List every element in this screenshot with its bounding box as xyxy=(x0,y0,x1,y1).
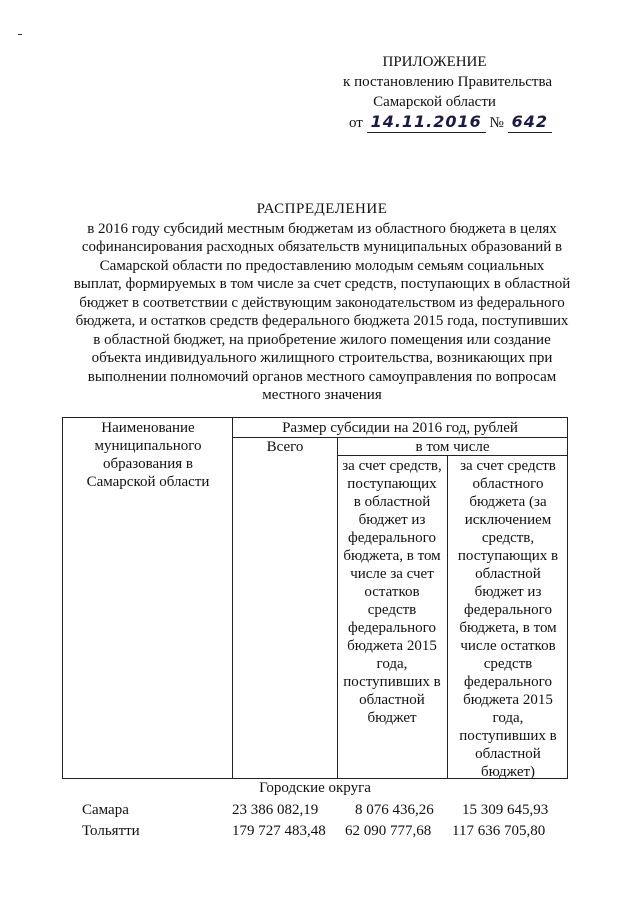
header-municipality: Наименование муниципального образования в Самарской области xyxy=(86,420,210,490)
row-regional: 117 636 705,80 xyxy=(452,823,546,839)
header-regional-funds: за счет средств областного бюджета (за исключением средств, поступающих в областной бюджет из федерального бюджета, в том числе остатков средств федерального бюджета 2015 года, поступивших в областной бюджет) xyxy=(457,458,559,780)
row-municipality: Самара xyxy=(82,802,129,818)
table-divider-sources xyxy=(447,455,448,778)
title-line: местного значения xyxy=(262,387,382,403)
row-total: 179 727 483,48 xyxy=(232,823,326,839)
handwritten-date: 14.11.2016 xyxy=(367,112,486,133)
header-total: Всего xyxy=(266,439,304,455)
appendix-header xyxy=(343,52,552,133)
title-line: в областной бюджет, на приобретение жилого помещения или создание xyxy=(93,331,551,348)
row-municipality: Тольятти xyxy=(82,823,140,839)
title-line: Самарской области по предоставлению молодым семьям социальных xyxy=(99,257,545,274)
number-prefix: № xyxy=(489,115,504,131)
table-border-right xyxy=(567,417,568,778)
row-total: 23 386 082,19 xyxy=(232,802,319,818)
row-federal: 8 076 436,26 xyxy=(355,802,434,818)
title-line: выполнении полномочий органов местного самоуправления по вопросам xyxy=(87,368,557,385)
header-including: в том числе xyxy=(415,439,490,455)
table-row xyxy=(82,802,562,822)
date-prefix: от xyxy=(348,115,363,131)
row-federal: 62 090 777,68 xyxy=(345,823,432,839)
section-city-districts: Городские округа xyxy=(259,780,371,796)
title-line: бюджет в соответствии с действующим законодательством из федерального xyxy=(79,294,565,311)
subsidy-table xyxy=(62,417,568,778)
title-line: софинансирования расходных обязательств муниципальных образований в xyxy=(81,239,563,255)
document-title xyxy=(64,200,580,405)
scan-mark xyxy=(18,34,22,35)
appendix-title: ПРИЛОЖЕНИЕ xyxy=(382,54,487,70)
title-heading: РАСПРЕДЕЛЕНИЕ xyxy=(256,201,388,217)
appendix-date-line xyxy=(343,112,552,133)
handwritten-number: 642 xyxy=(508,112,552,133)
table-row xyxy=(82,823,562,843)
table-border-top xyxy=(62,417,568,418)
table-border-left xyxy=(62,417,63,778)
table-divider-name xyxy=(232,417,233,778)
table-divider-total xyxy=(337,437,338,778)
title-line: в 2016 году субсидий местным бюджетам из областного бюджета в целях xyxy=(87,220,557,237)
title-line: выплат, формируемых в том числе за счет средств, поступающих в областной xyxy=(73,276,571,292)
title-line: объекта индивидуального жилищного строительства, возникающих при xyxy=(91,350,553,366)
title-line: бюджета, и остатков средств федерального бюджета 2015 года, поступивших xyxy=(75,313,569,329)
appendix-decree: к постановлению Правительства xyxy=(343,74,552,90)
header-subsidy-size: Размер субсидии на 2016 год, рублей xyxy=(282,420,518,436)
appendix-region: Самарской области xyxy=(373,94,496,110)
row-regional: 15 309 645,93 xyxy=(462,802,549,818)
header-federal-funds: за счет средств, поступающих в областной бюджет из федерального бюджета, в том числе за счет остатков средств федерального бюджета 2015 года, поступивших в областной бюджет xyxy=(342,458,442,726)
